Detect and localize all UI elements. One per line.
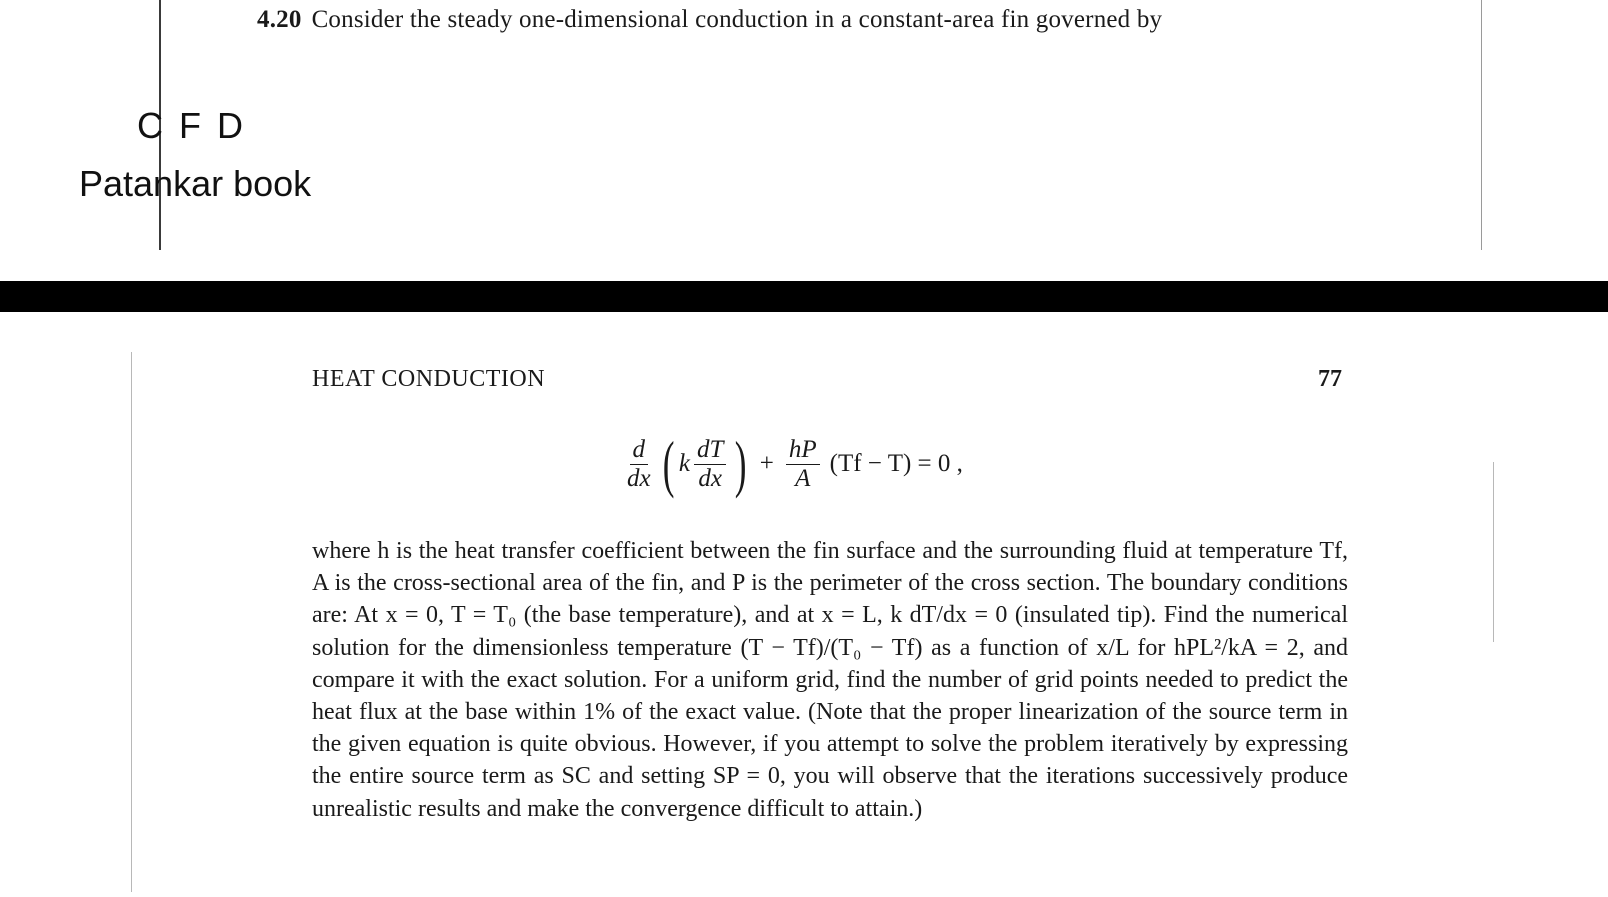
plus-sign: + xyxy=(759,450,774,477)
problem-number: 4.20 xyxy=(257,6,302,33)
hP-A-fraction: $\frac{hP}{A}$ xyxy=(786,436,820,492)
equation-tail: (Tf − T) = 0 , xyxy=(829,450,963,477)
scan-edge-right xyxy=(1493,462,1494,642)
handwritten-note-cfd: C F D xyxy=(137,105,246,146)
left-paren: ( xyxy=(662,428,675,499)
right-margin-line xyxy=(1481,0,1482,250)
governing-equation xyxy=(620,428,963,499)
problem-statement-line xyxy=(257,6,1162,34)
page-number: 77 xyxy=(1318,366,1342,392)
top-page-fragment xyxy=(0,0,1608,280)
conductivity-k: k xyxy=(678,450,691,477)
handwritten-note-book: Patankar book xyxy=(79,163,312,204)
right-paren: ) xyxy=(735,428,747,499)
running-head: HEAT CONDUCTION xyxy=(312,366,546,392)
body-paragraph: where h is the heat transfer coefficient between the fin surface and the surrounding fluid at temperature Tf, A is the cross-sectional area of the fin, and P is the perimeter of the cross section. The boundary conditions are: At x = 0, T = T₀ (the base temperature), and at x = L, k dT/dx = 0 (insulated tip). Find the numerical solution for the dimensionless temperature (T − Tf)/(T₀ − Tf) as a function of x/L for hPL²/kA = 2, and compare it with the exact solution. For a uniform grid, find the number of grid points needed to predict the heat flux at the base within 1% of the exact value. (Note that the proper linearization of the source term in the given equation is quite obvious. However, if you attempt to solve the problem iteratively by expressing the entire source term as SC and setting SP = 0, you will observe that the iterations successively produce unrealistic results and make the convergence difficult to attain.) xyxy=(312,538,1348,822)
dT-dx-fraction: $\frac{dT}{dx}$ xyxy=(694,436,726,492)
d-dx-fraction: $\frac{d}{dx}$ xyxy=(627,436,651,492)
divider-bar xyxy=(0,281,1608,312)
problem-body xyxy=(312,535,1348,825)
scan-edge-left xyxy=(131,352,132,892)
problem-text: Consider the steady one-dimensional conduction in a constant-area fin governed by xyxy=(311,6,1163,33)
